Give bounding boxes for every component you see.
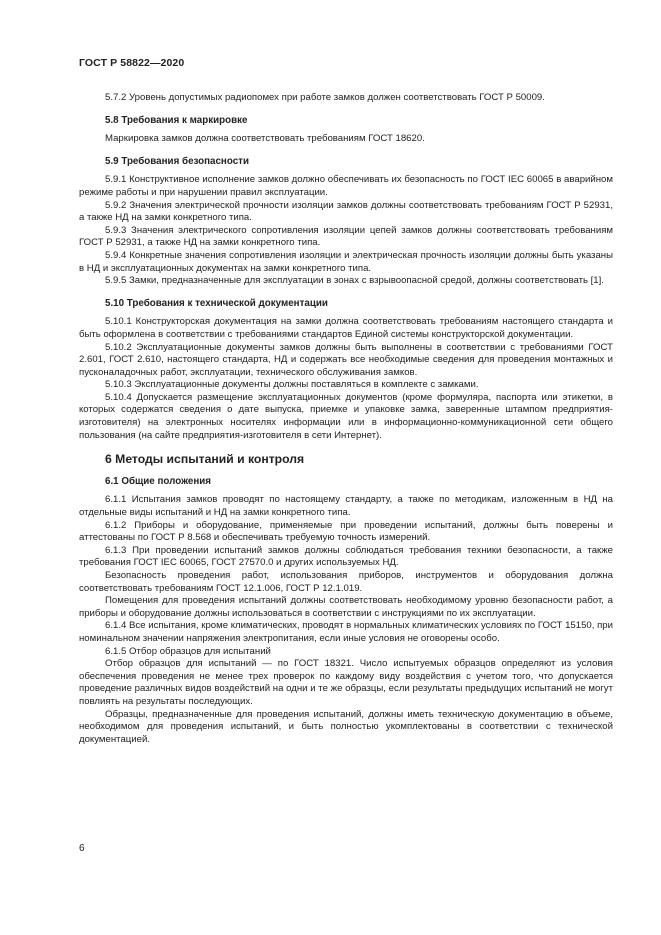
paragraph: 6.1.5 Отбор образцов для испытаний <box>105 645 271 657</box>
subsection-heading: 5.8 Требования к маркировке <box>105 114 248 126</box>
paragraph: 5.10.1 Конструкторская документация на замки должна соответствовать требованиям настоящего стандарта и быть оформлена в соответствии с требованиями стандартов Единой системы конструкторской документации. <box>79 316 613 340</box>
paragraph: Безопасность проведения работ, использования приборов, инструментов и оборудования должна соответствовать требованиям ГОСТ 12.1.006, ГОСТ Р 12.1.019. <box>79 570 613 594</box>
paragraph: 5.10.4 Допускается размещение эксплуатационных документов (кроме формуляра, паспорта или этикетки, в которых содержатся сведения о дате выпуска, приемке и упаковке замка, заверенные штампом предприятия-изготовителя) на электронных носителях информации или в информационно-коммуникационной сети общего пользования (на сайте предприятия-изготовителя в сети Интернет). <box>79 391 613 441</box>
paragraph: Отбор образцов для испытаний — по ГОСТ 18321. Число испытуемых образцов определяют из условия обеспечения проведения не менее трех проверок по каждому виду воздействия с учетом того, что допускается проведение различных видов воздействий на одни и те же образцы, если результаты предыдущих испытаний не могут повлиять на результаты последующих. <box>79 658 613 707</box>
paragraph: Образцы, предназначенные для проведения испытаний, должны иметь техническую документацию в объеме, необходимом для проведения испытаний, и быть полностью укомплектованы в соответствии с технической документацией. <box>79 708 613 745</box>
paragraph: 5.9.5 Замки, предназначенные для эксплуатации в зонах с взрывоопасной средой, должны соответствовать [1]. <box>105 275 604 287</box>
paragraph: 5.10.2 Эксплуатационные документы замков должны быть выполнены в соответствии с требованиями ГОСТ 2.601, ГОСТ 2.610, настоящего стандарта, НД и содержать все необходимые сведения для проведения монтажных и пусконаладочных работ, эксплуатации, технического обслуживания замков. <box>79 341 613 378</box>
paragraph: 6.1.3 При проведении испытаний замков должны соблюдаться требования техники безопасности, а также требования ГОСТ IEC 60065, ГОСТ 27570.0 и других используемых НД. <box>79 544 613 569</box>
page-number: 6 <box>79 843 85 854</box>
paragraph: 5.7.2 Уровень допустимых радиопомех при работе замков должен соответствовать ГОСТ Р 50009. <box>105 92 545 103</box>
paragraph: 6.1.1 Испытания замков проводят по настоящему стандарту, а также по методикам, изложенным в НД на отдельные виды испытаний и НД на замки конкретного типа. <box>79 494 613 519</box>
paragraph: Маркировка замков должна соответствовать требованиям ГОСТ 18620. <box>105 133 425 145</box>
subsection-heading: 5.10 Требования к технической документации <box>105 297 328 309</box>
document-body <box>79 92 613 746</box>
paragraph: 5.10.3 Эксплуатационные документы должны поставляться в комплекте с замками. <box>105 379 479 391</box>
paragraph: Помещения для проведения испытаний должны соответствовать необходимому уровню безопасности работ, а приборы и оборудование должны использоваться в соответствии с инструкциями по их эксплуатации. <box>79 595 613 619</box>
paragraph: 5.9.3 Значения электрического сопротивления изоляции цепей замков должны соответствовать требованиям ГОСТ Р 52931, а также НД на замки конкретного типа. <box>79 224 613 249</box>
document-header: ГОСТ Р 58822—2020 <box>79 57 185 69</box>
paragraph: 6.1.2 Приборы и оборудование, применяемые при проведении испытаний, должны быть поверены и аттестованы по ГОСТ Р 8.568 и обеспечивать требуемую точность измерений. <box>79 519 613 544</box>
paragraph: 5.9.1 Конструктивное исполнение замков должно обеспечивать их безопасность по ГОСТ IEC 60065 в аварийном режиме работы и при нарушении правил эксплуатации. <box>79 174 613 198</box>
paragraph: 5.9.2 Значения электрической прочности изоляции замков должны соответствовать требованиям ГОСТ Р 52931, а также НД на замки конкретного типа. <box>79 199 613 224</box>
paragraph: 5.9.4 Конкретные значения сопротивления изоляции и электрическая прочность изоляции должны быть указаны в НД и эксплуатационных документах на замки конкретного типа. <box>79 249 613 274</box>
section-heading: 6 Методы испытаний и контроля <box>105 452 305 467</box>
subsection-heading: 5.9 Требования безопасности <box>105 155 249 167</box>
paragraph: 6.1.4 Все испытания, кроме климатических, проводят в нормальных климатических условиях по ГОСТ 15150, при номинальном значении напряжения электропитания, если иные условия не оговорены особо. <box>79 620 613 644</box>
subsection-heading: 6.1 Общие положения <box>105 475 212 487</box>
